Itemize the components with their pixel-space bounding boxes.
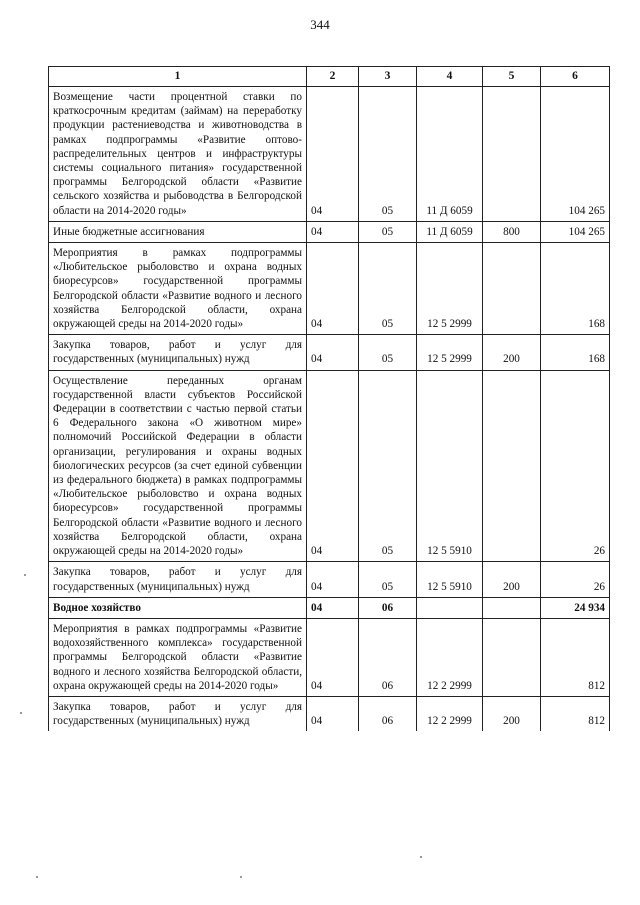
header-col-5: 5 xyxy=(483,67,541,87)
row-amount: 104 265 xyxy=(541,221,610,242)
row-target-article: 12 5 5910 xyxy=(417,370,483,562)
table-row xyxy=(49,243,610,335)
table-row xyxy=(49,618,610,696)
page-number: 344 xyxy=(310,17,330,32)
scan-speck xyxy=(240,876,242,878)
row-expense-type: 200 xyxy=(483,562,541,597)
row-amount: 24 934 xyxy=(541,597,610,618)
table-header-row xyxy=(49,67,610,87)
scan-speck xyxy=(420,856,422,858)
row-expense-type: 200 xyxy=(483,335,541,370)
row-expense-type: 800 xyxy=(483,221,541,242)
row-target-article xyxy=(417,597,483,618)
row-subsection: 05 xyxy=(359,87,417,222)
row-target-article: 12 2 2999 xyxy=(417,696,483,731)
row-amount: 168 xyxy=(541,243,610,335)
row-subsection: 05 xyxy=(359,370,417,562)
row-subsection: 06 xyxy=(359,597,417,618)
row-description: Осуществление переданных органам государственной власти субъектов Российской Федерации в соответствии с частью первой статьи 6 Федерального закона «О животном мире» полномочий Российской Федерации в области организации, регулирования и охраны водных биологических ресурсов (за счет единой субвенции из федерального бюджета) в рамках подпрограммы «Любительское рыболовство и охрана водных биоресурсов» государственной программы Белгородской области «Развитие водного и лесного хозяйства Белгородской области, охрана окружающей среды на 2014-2020 годы» xyxy=(49,370,307,562)
row-subsection: 06 xyxy=(359,696,417,731)
row-section: 04 xyxy=(307,221,359,242)
row-subsection: 05 xyxy=(359,562,417,597)
row-section: 04 xyxy=(307,243,359,335)
row-target-article: 12 5 2999 xyxy=(417,243,483,335)
row-amount: 26 xyxy=(541,370,610,562)
row-section: 04 xyxy=(307,370,359,562)
row-section: 04 xyxy=(307,618,359,696)
row-target-article: 11 Д 6059 xyxy=(417,87,483,222)
header-col-4: 4 xyxy=(417,67,483,87)
header-col-6: 6 xyxy=(541,67,610,87)
row-description: Закупка товаров, работ и услуг для государственных (муниципальных) нужд xyxy=(49,335,307,370)
row-target-article: 12 5 2999 xyxy=(417,335,483,370)
row-amount: 812 xyxy=(541,696,610,731)
row-section: 04 xyxy=(307,87,359,222)
row-subsection: 06 xyxy=(359,618,417,696)
row-description: Мероприятия в рамках подпрограммы «Любительское рыболовство и охрана водных биоресурсов» государственной программы Белгородской области «Развитие водного и лесного хозяйства Белгородской области, охрана окружающей среды на 2014-2020 годы» xyxy=(49,243,307,335)
row-expense-type: 200 xyxy=(483,696,541,731)
table-row xyxy=(49,597,610,618)
row-description: Мероприятия в рамках подпрограммы «Развитие водохозяйственного комплекса» государственной программы Белгородской области «Развитие водного и лесного хозяйства Белгородской области, охрана окружающей среды на 2014-2020 годы» xyxy=(49,618,307,696)
table-row xyxy=(49,221,610,242)
budget-table xyxy=(48,66,610,731)
row-description: Закупка товаров, работ и услуг для государственных (муниципальных) нужд xyxy=(49,696,307,731)
row-target-article: 12 5 5910 xyxy=(417,562,483,597)
row-amount: 26 xyxy=(541,562,610,597)
table-row xyxy=(49,335,610,370)
row-section: 04 xyxy=(307,597,359,618)
row-amount: 812 xyxy=(541,618,610,696)
table-row xyxy=(49,696,610,731)
row-description: Иные бюджетные ассигнования xyxy=(49,221,307,242)
row-section: 04 xyxy=(307,696,359,731)
row-expense-type xyxy=(483,370,541,562)
scan-speck xyxy=(20,712,22,714)
row-target-article: 12 2 2999 xyxy=(417,618,483,696)
header-col-2: 2 xyxy=(307,67,359,87)
row-section: 04 xyxy=(307,562,359,597)
row-section: 04 xyxy=(307,335,359,370)
table-row xyxy=(49,87,610,222)
table-row xyxy=(49,562,610,597)
scan-speck xyxy=(36,876,38,878)
row-description: Возмещение части процентной ставки по краткосрочным кредитам (займам) на переработку продукции растениеводства и животноводства в рамках подпрограммы «Развитие оптово-распределительных центров и инфраструктуры системы социального питания» государственной программы Белгородской области «Развитие сельского хозяйства и рыбоводства в Белгородской области на 2014-2020 годы» xyxy=(49,87,307,222)
row-target-article: 11 Д 6059 xyxy=(417,221,483,242)
row-expense-type xyxy=(483,618,541,696)
row-amount: 104 265 xyxy=(541,87,610,222)
table-row xyxy=(49,370,610,562)
row-description: Водное хозяйство xyxy=(49,597,307,618)
row-expense-type xyxy=(483,243,541,335)
row-subsection: 05 xyxy=(359,335,417,370)
row-description: Закупка товаров, работ и услуг для государственных (муниципальных) нужд xyxy=(49,562,307,597)
scan-speck xyxy=(24,574,26,576)
row-subsection: 05 xyxy=(359,221,417,242)
row-amount: 168 xyxy=(541,335,610,370)
header-col-1: 1 xyxy=(49,67,307,87)
header-col-3: 3 xyxy=(359,67,417,87)
row-expense-type xyxy=(483,597,541,618)
row-expense-type xyxy=(483,87,541,222)
row-subsection: 05 xyxy=(359,243,417,335)
